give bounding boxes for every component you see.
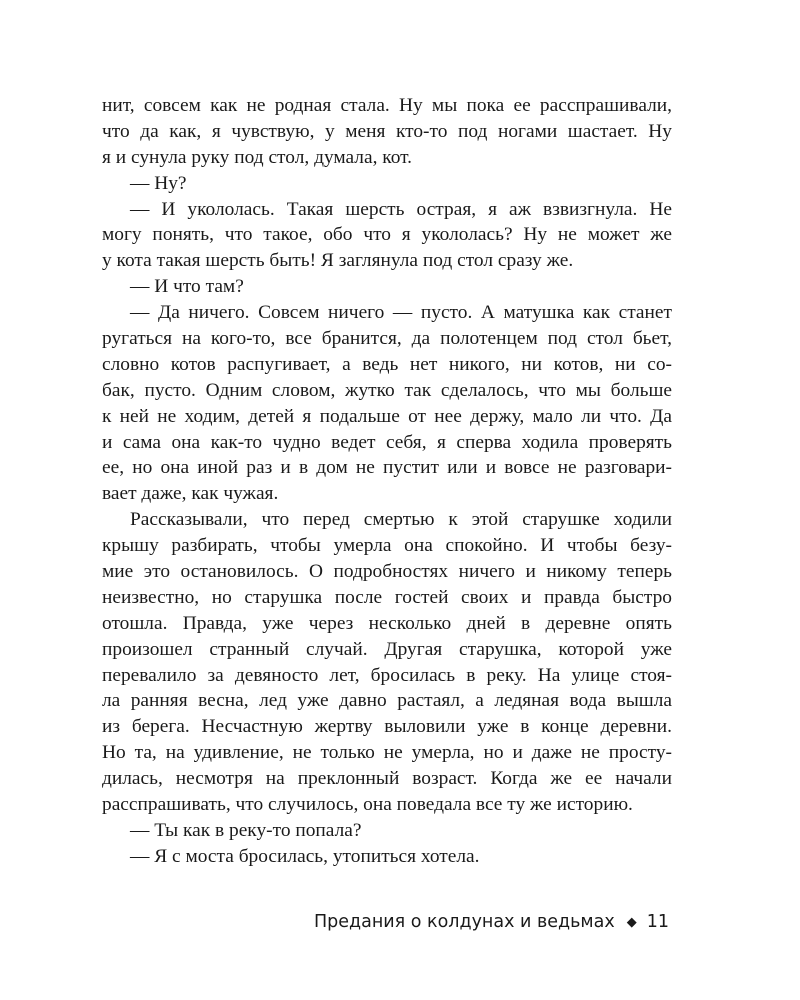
dialogue-line: — Ну? xyxy=(130,172,187,194)
text-line: что да как, я чувствую, у меня кто-то под ногами шастает. Ну xyxy=(102,120,672,142)
text-line: и сама она как-то чудно ведет себя, я сперва ходила проверять xyxy=(102,431,672,453)
text-line: крышу разбирать, чтобы умерла она спокойно. И чтобы безу- xyxy=(102,535,672,557)
text-line: ла ранняя весна, лед уже давно растаял, а ледяная вода вышла xyxy=(102,690,672,712)
dialogue-line: — Ты как в реку-то попала? xyxy=(130,819,362,841)
book-title: Предания о колдунах и ведьмах xyxy=(313,912,615,932)
text-line: мие это остановилось. О подробностях ничего и никому теперь xyxy=(102,561,672,583)
dialogue-line: — И укололась. Такая шерсть острая, я аж взвизгнула. Не xyxy=(130,198,672,220)
text-line: произошел странный случай. Другая старушка, которой уже xyxy=(102,638,672,660)
text-line: могу понять, что такое, обо что я укололась? Ну не может же xyxy=(102,224,672,246)
dialogue-line: — Да ничего. Совсем ничего — пусто. А матушка как станет xyxy=(130,302,672,324)
text-line: я и сунула руку под стол, думала, кот. xyxy=(102,146,413,168)
text-line: перевалило за девяносто лет, бросилась в реку. На улице стоя- xyxy=(102,664,672,686)
text-line: Но та, на удивление, не только не умерла, но и даже не просту- xyxy=(102,742,672,764)
text-line: из берега. Несчастную жертву выловили уже в конце деревни. xyxy=(102,716,672,738)
dialogue-line: — Я с моста бросилась, утопиться хотела. xyxy=(130,845,480,867)
text-line: отошла. Правда, уже через несколько дней в деревне опять xyxy=(102,612,672,634)
text-line: расспрашивать, что случилось, она поведала все ту же историю. xyxy=(102,794,633,816)
text-line: у кота такая шерсть быть! Я заглянула под стол сразу же. xyxy=(102,250,574,272)
running-footer xyxy=(314,908,669,936)
text-line: к ней не ходим, детей я подальше от нее держу, мало ли что. Да xyxy=(102,405,672,427)
body-text xyxy=(102,93,672,870)
text-line: бак, пусто. Одним словом, жутко так сделалось, что мы больше xyxy=(102,379,672,401)
page-number: 11 xyxy=(646,912,669,932)
paragraph-start-line: Рассказывали, что перед смертью к этой старушке ходили xyxy=(130,509,672,531)
diamond-separator-icon: ◆ xyxy=(626,915,637,930)
text-line: словно котов распугивает, а ведь нет никого, ни котов, ни со- xyxy=(102,353,672,375)
dialogue-line: — И что там? xyxy=(130,276,244,298)
text-line: дилась, несмотря на преклонный возраст. Когда же ее начали xyxy=(102,768,672,790)
text-line: ругаться на кого-то, все бранится, да полотенцем под стол бьет, xyxy=(102,328,672,350)
text-line: нит, совсем как не родная стала. Ну мы пока ее расспрашивали, xyxy=(102,95,672,116)
text-line: ее, но она иной раз и в дом не пустит или и вовсе не разговари- xyxy=(102,457,672,479)
text-line: неизвестно, но старушка после гостей своих и правда быстро xyxy=(102,586,672,608)
text-line: вает даже, как чужая. xyxy=(102,483,279,505)
